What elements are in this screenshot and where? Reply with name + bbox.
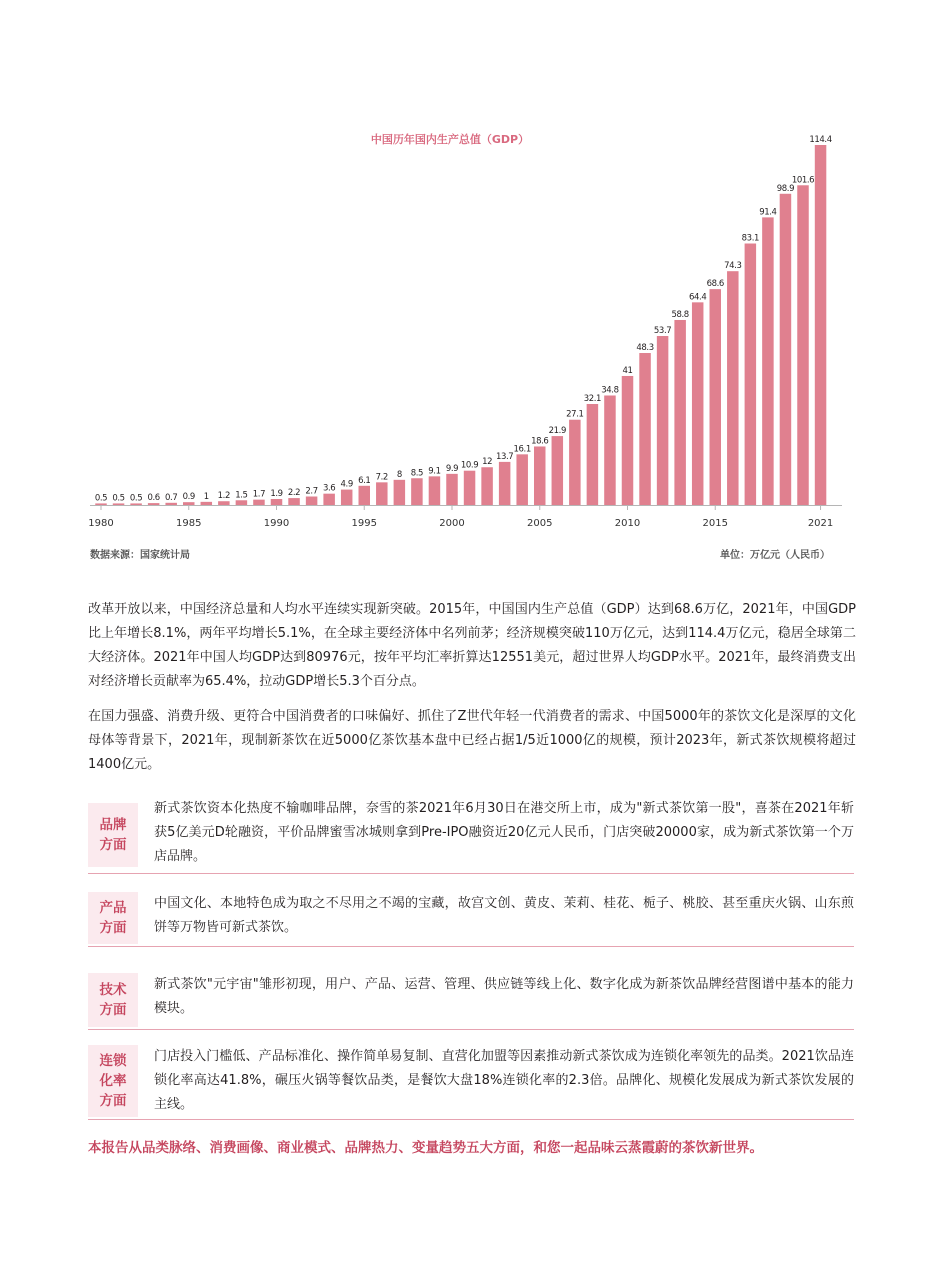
data-label-2002: 12 [482,457,493,468]
data-label-1997: 8 [396,469,402,480]
data-label-1980: 0.5 [94,493,108,504]
x-axis-ticks [88,506,833,530]
data-label-2014: 64.4 [689,292,707,303]
section-text: 新式茶饮资本化热度不输咖啡品牌，奈雪的茶2021年6月30日在港交所上市，成为"新式茶饮第一股"，喜茶在2021年斩获5亿美元D轮融资，平价品牌蜜雪冰城则拿到Pre-IPO融资近20亿元人民币，门店突破20000家，成为新式茶饮第一个万店品牌。 [154,801,854,864]
section-text: 新式茶饮"元宇宙"雏形初现，用户、产品、运营、管理、供应链等线上化、数字化成为新茶饮品牌经营图谱中基本的能力模块。 [154,977,854,1016]
data-label-2020: 101.6 [791,175,815,186]
bar-1995 [359,486,371,505]
data-label-1990: 1.9 [270,489,283,500]
data-label-2001: 10.9 [460,460,479,471]
data-label-2004: 16.1 [513,444,531,455]
bar-1994 [341,490,353,505]
data-label-2000: 9.9 [445,463,459,474]
data-label-1999: 9.1 [428,466,441,477]
chart-source: 数据来源：国家统计局 [90,550,190,561]
bar-1986 [201,502,213,505]
bar-1989 [253,500,265,505]
bar-2021 [815,145,827,505]
bar-2000 [446,474,458,505]
bar-1988 [236,500,248,505]
data-label-1993: 3.6 [322,483,336,494]
bar-2009 [604,395,616,505]
data-label-2010: 41 [622,365,633,376]
data-label-1987: 1.2 [217,491,231,502]
bar-1985 [183,502,195,505]
tick-label-1980: 1980 [88,518,114,529]
data-label-1981: 0.5 [112,493,125,504]
intro-paragraph-tea: 在国力强盛、消费升级、更符合中国消费者的口味偏好、抓住了Z世代年轻一代消费者的需求、中国5000年的茶饮文化是深厚的文化母体等背景下，2021年，现制新茶饮在近5000亿茶饮基本盘中已经占据1/5近1000亿的规模，预计2023年，新式茶饮规模将超过1400亿元。 [88,709,856,772]
data-label-2011: 48.3 [636,343,654,354]
bar-2006 [552,436,564,505]
bar-2012 [657,336,669,505]
data-label-2005: 18.6 [531,436,549,447]
bar-1983 [148,503,160,505]
data-label-1989: 1.7 [252,489,266,500]
tick-label-2005: 2005 [527,518,553,529]
section-label: 技术方面 [88,973,138,1027]
data-label-1982: 0.5 [129,493,143,504]
section-text: 中国文化、本地特色成为取之不尽用之不竭的宝藏，故宫文创、黄皮、茉莉、桂花、栀子、桃胶、甚至重庆火锅、山东煎饼等万物皆可新式茶饮。 [154,896,854,935]
bar-1992 [306,497,318,506]
chart-bars [95,145,826,505]
bar-2001 [464,471,476,505]
gdp-bar-chart [0,0,943,575]
data-label-1988: 1.5 [235,490,248,501]
bar-1984 [165,503,177,505]
data-label-1998: 8.5 [410,468,424,479]
bar-1991 [288,498,300,505]
bar-2005 [534,446,546,505]
chart-title: 中国历年国内生产总值（GDP） [370,133,530,146]
chart-data-labels [95,135,832,503]
bar-2018 [762,217,774,505]
data-label-2018: 91.4 [759,207,777,218]
data-label-2021: 114.4 [809,135,832,145]
bar-1993 [323,494,335,505]
data-label-2003: 13.7 [495,451,514,462]
data-label-1994: 4.9 [340,479,353,490]
bar-2010 [622,376,634,505]
data-label-2012: 53.7 [653,326,672,337]
tick-label-2000: 2000 [439,518,465,529]
closing-statement: 本报告从品类脉络、消费画像、商业模式、品牌热力、变量趋势五大方面，和您一起品味云蒸霞蔚的茶饮新世界。 [88,1140,763,1156]
bar-2016 [727,271,739,505]
bar-1998 [411,478,423,505]
tick-label-2010: 2010 [614,518,641,529]
bar-1980 [95,503,107,505]
section-brand [88,797,854,874]
data-label-1984: 0.7 [165,492,178,503]
tick-label-1990: 1990 [263,518,290,529]
data-label-1985: 0.9 [182,492,195,503]
data-label-2006: 21.9 [548,426,566,437]
chart-unit: 单位：万亿元（人民币） [720,550,830,561]
bar-2014 [692,302,704,505]
section-chain-rate [88,1045,854,1120]
section-label: 产品方面 [88,892,138,944]
bar-1999 [429,476,441,505]
data-label-2013: 58.8 [671,309,689,320]
data-label-2016: 74.3 [724,261,742,272]
section-text: 门店投入门槛低、产品标准化、操作简单易复制、直营化加盟等因素推动新式茶饮成为连锁化率领先的品类。2021饮品连锁化率高达41.8%，碾压火锅等餐饮品类，是餐饮大盘18%连锁化率的2.3倍。品牌化、规模化发展成为新式茶饮发展的主线。 [154,1049,854,1112]
data-label-1983: 0.6 [147,493,160,504]
data-label-1991: 2.2 [287,488,301,499]
data-label-1996: 7.2 [375,472,388,483]
tick-label-1995: 1995 [351,518,377,529]
bar-1987 [218,501,230,505]
bar-2007 [569,420,581,505]
data-label-2015: 68.6 [706,279,724,290]
section-product [88,892,854,947]
section-label: 品牌方面 [88,803,138,867]
bar-2017 [745,244,757,506]
bar-2008 [587,404,599,505]
data-label-2008: 32.1 [583,393,602,404]
section-label: 连锁化率方面 [88,1045,138,1117]
data-label-1992: 2.7 [305,486,318,497]
tick-label-1985: 1985 [176,518,202,529]
data-label-1995: 6.1 [358,475,371,486]
bar-2013 [674,320,686,505]
intro-paragraph-gdp: 改革开放以来，中国经济总量和人均水平连续实现新突破。2015年，中国国内生产总值（GDP）达到68.6万亿，2021年，中国GDP比上年增长8.1%，两年平均增长5.1%，在全球主要经济体中名列前茅；经济规模突破110万亿元，达到114.4万亿元，稳居全球第二大经济体。2021年中国人均GDP达到80976元，按年平均汇率折算达12551美元，超过世界人均GDP水平。2021年，最终消费支出对经济增长贡献率为65.4%，拉动GDP增长5.3个百分点。 [88,602,856,689]
bar-2003 [499,462,511,505]
bar-2019 [780,194,792,505]
data-label-2009: 34.8 [601,385,619,396]
bar-2004 [516,454,528,505]
tick-label-2015: 2015 [702,518,728,529]
bar-1981 [113,503,125,505]
data-label-2019: 98.9 [776,183,795,194]
data-label-2017: 83.1 [741,233,760,244]
bar-2011 [639,353,651,505]
data-label-1986: 1 [203,491,209,502]
data-label-2007: 27.1 [566,409,584,420]
bar-2020 [797,185,809,505]
bar-2002 [481,467,493,505]
tick-label-2021: 2021 [807,518,834,529]
bar-2015 [710,289,722,505]
bar-1990 [271,499,283,505]
bar-1982 [130,503,142,505]
section-technology [88,973,854,1030]
bar-1997 [394,480,406,505]
bar-1996 [376,482,388,505]
